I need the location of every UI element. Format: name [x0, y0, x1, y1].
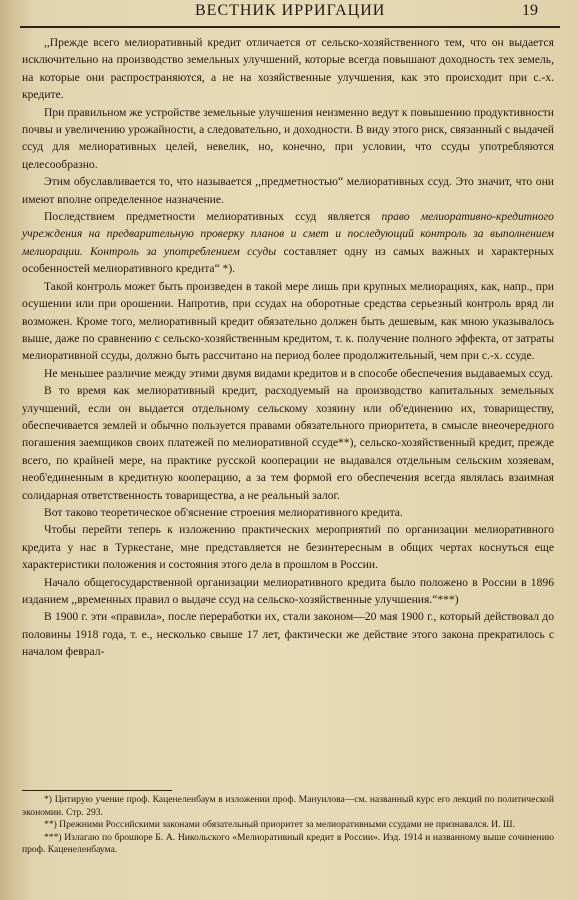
footnote: **) Прежними Российскими законами обязательный приоритет за мелиоративными ссудами не признавался. И. Ш. — [44, 819, 515, 831]
text-run: Этим обуславливается то, что называется ,,предметностью“ мелиоративных ссуд. Это значит, что они имеют вполне определенное назначение. — [22, 175, 554, 206]
footnote-list — [22, 794, 554, 857]
text-run: ,,Прежде всего мелиоративный кредит отличается от сельско-хозяйственного тем, что он выдается исключительно на производство земельных улучшений, которые всегда повышают доходность тех земель, на которые они распространяются, а не на хозяйственные улучшения, как это происходит при с.-х. кредите. — [22, 36, 554, 102]
running-title: ВЕСТНИК ИРРИГАЦИИ — [195, 2, 386, 19]
paragraph — [22, 365, 554, 382]
text-run: Начало общегосударственной организации мелиоративного кредита было положено в России в 1896 изданием ,,временных правил о выдаче ссуд на сельско-хозяйственные улучшения.“***) — [22, 575, 554, 606]
paragraph — [22, 208, 554, 278]
italic-text: право мелиоративно-кредитного учреждения на предварительную проверку планов и смет и последующий контроль за выполнением мелиорации. Контроль за употреблением ссуды — [22, 210, 554, 258]
page-number: 19 — [522, 2, 538, 19]
paragraph — [22, 382, 554, 504]
footnotes — [22, 790, 554, 857]
page-header — [20, 0, 560, 28]
text-run: Чтобы перейти теперь к изложению практических мероприятий по организации мелиоративного кредита у нас в Туркестане, мне представляется не безинтересным в общих чертах коснуться еще характеристики положения и состояния этого дела в прошлом в России. — [22, 523, 554, 572]
paragraph — [22, 278, 554, 365]
footnote-rule — [22, 790, 172, 791]
text-run: В то время как мелиоративный кредит, расходуемый на производство капитальных земельных улучшений, если он выдается отдельному сельскому хозяину или об'единению их, товариществу, обеспечивается землей и обычно пользуется правами обязательного приоритета, в смысле внеочередного погашения заемщиков своих платежей по мелиоративной ссуде**), сельско-хозяйственный кредит, прежде всего, по крайней мере, на практике русской кооперации не выдавался отдельным сельским хозяевам, необ'единенным в кредитную кооперацию, а за тем формой его обеспечения всегда являлась взаимная солидарная ответственность товарищества, а не реальный залог. — [22, 384, 554, 502]
article-body — [22, 34, 554, 661]
footnote: ***) Излагаю по брошюре Б. А. Никольского «Мелиоративный кредит в России». Изд. 1914 и названному выше сочинению проф. Каценеленбаума. — [22, 831, 554, 856]
footnote: *) Цитирую учение проф. Каценеленбаум в изложении проф. Мануилова—см. названный курс его лекций по политической экономии. Стр. 293. — [22, 794, 554, 818]
text-run: Такой контроль может быть произведен в такой мере лишь при крупных мелиорациях, как, напр., при осушении или при орошении. Напротив, при ссудах на оборотные средства серьезный контроль вряд ли возможен. Кроме того, мелиоративный кредит обязательно должен быть дешевым, как мною указывалось выше, даже по сравнению с сельско-хозяйственным кредитом, т. к. получение полного эффекта, от затраты мелиоративной ссуды, должно быть рассчитано на период более продолжительный, чем при с.-х. ссуде. — [22, 279, 554, 363]
text-run: При правильном же устройстве земельные улучшения неизменно ведут к повышению продуктивности почвы и увеличению урожайности, а следовательно, и доходности. В виду этого риск, связанный с выдачей ссуд для мелиоративных целей, невелик, но, конечно, при условии, что ссуды употребляются целесообразно. — [22, 105, 554, 171]
paragraph — [22, 608, 554, 660]
text-run: Последствием предметности мелиоративных ссуд является — [44, 210, 382, 224]
paragraph — [22, 173, 554, 208]
paragraph — [22, 521, 554, 573]
paragraph — [22, 574, 554, 609]
text-run: составляет одну из самых важных и характерных особенностей мелиоративного кредита“ *). — [22, 244, 554, 276]
paragraph — [22, 104, 554, 174]
paragraph — [22, 504, 554, 521]
text-run: Не меньшее различие между этими двумя видами кредитов и в способе обеспечения выдаваемых ссуд. — [44, 366, 554, 380]
text-run: Вот таково теоретическое об'яснение строения мелиоративного кредита. — [44, 505, 403, 519]
paragraph — [22, 34, 554, 104]
text-run: В 1900 г. эти «правила», после переработки их, стали законом—20 мая 1900 г., который действовал до половины 1918 года, т. е., несколько свыше 17 лет, фактически же действие этого закона прекратилось с началом феврал- — [22, 610, 554, 659]
